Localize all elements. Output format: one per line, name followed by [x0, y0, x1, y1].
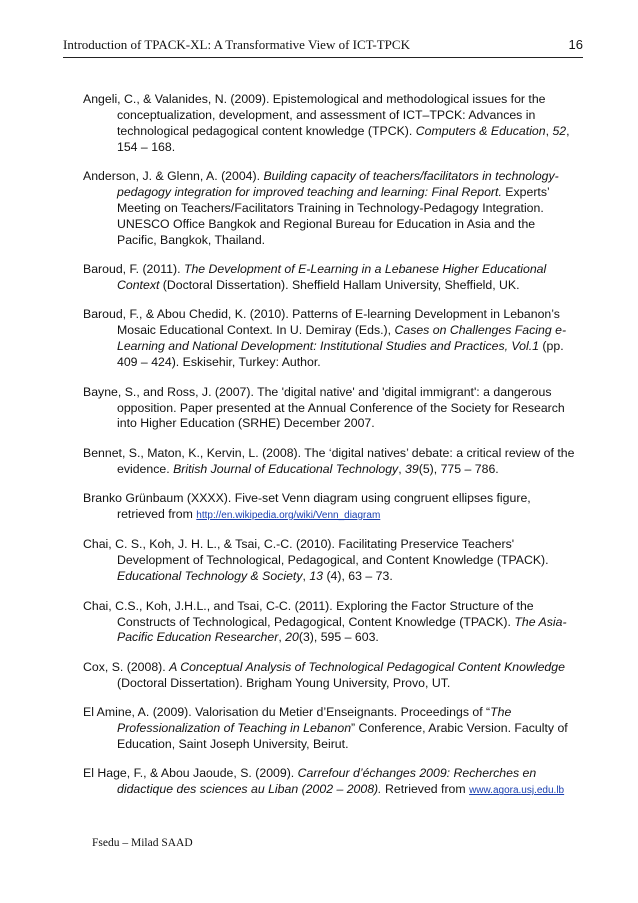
reference-pre: Baroud, F. (2011). [83, 262, 184, 277]
reference-pre: Baroud, F., & Abou Chedid, K. (2010). Patterns of E-learning Development in Lebanon’s Mosaic Educational Context. In U. Demiray (Eds.), [83, 307, 560, 338]
reference-pre: El Hage, F., & Abou Jaoude, S. (2009). [83, 766, 298, 781]
reference-mid: , [545, 123, 553, 138]
reference-pre: El Amine, A. (2009). Valorisation du Metier d’Enseignants. Proceedings of “ [83, 705, 491, 720]
reference-mid: , [302, 569, 310, 584]
reference-pre: Angeli, C., & Valanides, N. (2009). Epistemological and methodological issues for the conceptualization, development, and assessment of ICT–TPCK: Advances in technological pedagogical content knowledge (TPCK). [83, 92, 546, 138]
reference-pre: Anderson, J. & Glenn, A. (2004). [83, 169, 264, 184]
reference-italic2: 39 [405, 461, 419, 476]
reference-entry [83, 446, 575, 478]
reference-mid: Retrieved from [381, 782, 470, 797]
reference-pre: Chai, C. S., Koh, J. H. L., & Tsai, C.-C. (2010). Facilitating Preservice Teachers' Development of Technological, Pedagogical, and Content Knowledge (TPACK). [83, 537, 549, 568]
reference-link[interactable]: www.agora.usj.edu.lb [469, 785, 565, 797]
reference-italic: A Conceptual Analysis of Technological Pedagogical Content Knowledge [169, 659, 565, 674]
reference-entry [83, 92, 575, 156]
reference-mid: (pp. 409 – 424). Eskisehir, Turkey: Author. [117, 339, 564, 370]
reference-entry [83, 385, 575, 433]
reference-entry [83, 660, 575, 692]
reference-entry [83, 491, 575, 524]
reference-pre: Branko Grünbaum (XXXX). Five-set Venn diagram using congruent ellipses figure, retrieved from [83, 491, 531, 522]
reference-mid: ” Conference, Arabic Version. Faculty of Education, Saint Joseph University, Beirut. [117, 721, 568, 751]
reference-post: (5), 775 – 786. [418, 461, 499, 476]
reference-pre: Cox, S. (2008). [83, 659, 170, 674]
reference-mid: (Doctoral Dissertation). Brigham Young University, Provo, UT. [117, 675, 451, 690]
reference-italic: The Development of E-Learning in a Lebanese Higher Educational Context [117, 262, 547, 293]
reference-link[interactable]: http://en.wikipedia.org/wiki/Venn_diagram [196, 510, 381, 522]
reference-italic2: 13 [309, 569, 324, 584]
reference-entry [83, 262, 575, 294]
reference-mid: , [278, 630, 286, 645]
reference-pre: Chai, C.S., Koh, J.H.L., and Tsai, C-C. (2011). Exploring the Factor Structure of the Constructs of Technological, Pedagogical, Content Knowledge (TPACK). [83, 598, 534, 629]
reference-italic: Building capacity of teachers/facilitators in technology-pedagogy integration for improved teaching and learning: Final Report. [117, 169, 559, 200]
reference-entry [83, 599, 575, 647]
reference-list [83, 92, 575, 813]
page-footer: Fsedu – Milad SAAD [92, 837, 193, 849]
reference-mid: , [398, 461, 406, 476]
reference-italic2: 52 [552, 123, 567, 138]
page-number: 16 [568, 37, 583, 52]
reference-entry [83, 537, 575, 585]
reference-post: (3), 595 – 603. [298, 630, 379, 645]
reference-italic: Computers & Education [415, 123, 546, 138]
header-title: Introduction of TPACK-XL: A Transformative View of ICT-TPCK [63, 37, 410, 52]
reference-pre: Bennet, S., Maton, K., Kervin, L. (2008). The ‘digital natives’ debate: a critical review of the evidence. [83, 445, 575, 476]
reference-post: , 154 – 168. [117, 123, 570, 154]
reference-entry [83, 169, 575, 249]
reference-italic: British Journal of Educational Technology [173, 461, 399, 476]
reference-italic: Cases on Challenges Facing e-Learning and National Development: Institutional Studies and Practices, Vol.1 [117, 323, 567, 354]
reference-italic: Carrefour d’échanges 2009: Recherches en didactique des sciences au Liban (2002 – 2008). [117, 766, 537, 797]
reference-italic2: 20 [285, 630, 299, 645]
reference-mid: Experts’ Meeting on Teachers/Facilitators Training in Technology-Pedagogy Integration. UNESCO Office Bangkok and Regional Bureau for Education in Asia and the Pacific, Bangkok, Thailand. [117, 185, 550, 247]
reference-italic: Educational Technology & Society [117, 569, 303, 584]
reference-pre: Bayne, S., and Ross, J. (2007). The 'digital native' and 'digital immigrant': a dangerous opposition. Paper presented at the Annual Conference of the Society for Research into Higher Education (SRHE) December 2007. [83, 384, 565, 431]
reference-entry [83, 705, 575, 753]
reference-italic: The Asia-Pacific Education Researcher [117, 614, 567, 645]
running-header [63, 37, 583, 58]
reference-entry [83, 307, 575, 371]
reference-post: (4), 63 – 73. [323, 569, 393, 584]
reference-entry [83, 766, 575, 799]
reference-mid: (Doctoral Dissertation). Sheffield Hallam University, Sheffield, UK. [159, 278, 520, 293]
reference-italic: The Professionalization of Teaching in Lebanon [117, 705, 512, 736]
